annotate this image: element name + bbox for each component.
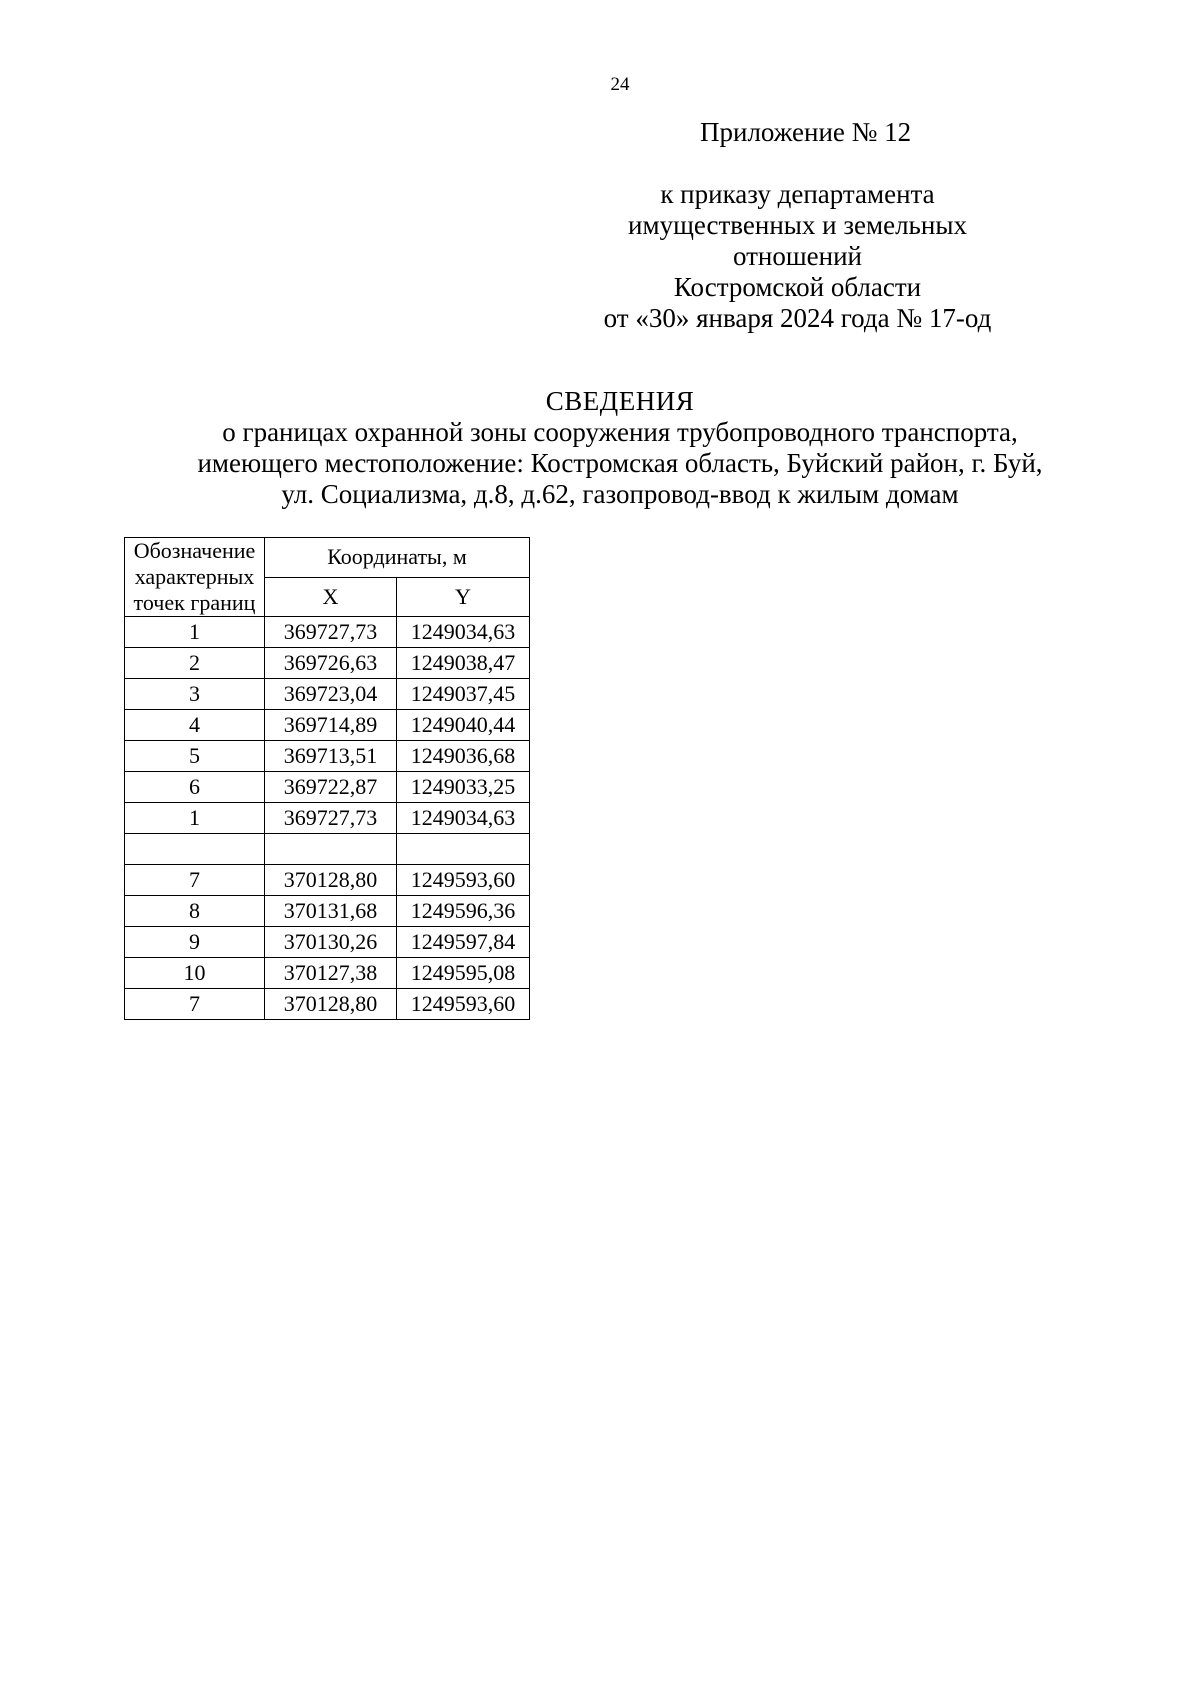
x-coordinate-cell: 369722,87	[265, 772, 397, 803]
x-coordinate-cell	[265, 834, 397, 865]
order-reference	[600, 179, 995, 334]
point-cell: 9	[125, 927, 265, 958]
x-coordinate-cell: 370127,38	[265, 958, 397, 989]
point-column-header	[125, 538, 265, 617]
x-coordinate-cell: 369727,73	[265, 617, 397, 648]
table-row	[125, 648, 530, 679]
point-cell	[125, 834, 265, 865]
point-header-line: Обозначение	[133, 538, 256, 563]
point-cell: 7	[125, 989, 265, 1020]
table-row	[125, 803, 530, 834]
table-row	[125, 989, 530, 1020]
table-row	[125, 741, 530, 772]
y-coordinate-cell: 1249034,63	[397, 617, 530, 648]
heading-line: о границах охранной зоны сооружения трубопроводного транспорта,	[222, 417, 1018, 447]
order-line: Костромской области	[673, 272, 922, 302]
x-column-header: X	[265, 577, 397, 617]
y-column-header: Y	[397, 577, 530, 617]
coordinates-header: Координаты, м	[265, 538, 530, 578]
y-coordinate-cell: 1249593,60	[397, 989, 530, 1020]
table-header-row	[125, 538, 530, 578]
y-coordinate-cell: 1249595,08	[397, 958, 530, 989]
point-cell: 7	[125, 865, 265, 896]
y-coordinate-cell	[397, 834, 530, 865]
heading-line: имеющего местоположение: Костромская область, Буйский район, г. Буй,	[197, 448, 1043, 478]
table-row	[125, 896, 530, 927]
x-coordinate-cell: 369726,63	[265, 648, 397, 679]
point-cell: 3	[125, 679, 265, 710]
order-line: к приказу департамента	[660, 179, 935, 209]
order-line: отношений	[732, 241, 862, 271]
document-heading	[0, 386, 1200, 510]
y-coordinate-cell: 1249034,63	[397, 803, 530, 834]
y-coordinate-cell: 1249596,36	[397, 896, 530, 927]
point-cell: 4	[125, 710, 265, 741]
table-row	[125, 617, 530, 648]
point-header-line: характерных	[134, 564, 255, 589]
point-cell: 8	[125, 896, 265, 927]
table-row	[125, 834, 530, 865]
table-row	[125, 927, 530, 958]
point-cell: 1	[125, 617, 265, 648]
x-coordinate-cell: 369723,04	[265, 679, 397, 710]
x-coordinate-cell: 369727,73	[265, 803, 397, 834]
point-cell: 5	[125, 741, 265, 772]
heading-title: СВЕДЕНИЯ	[545, 386, 695, 416]
x-coordinate-cell: 369714,89	[265, 710, 397, 741]
x-coordinate-cell: 370128,80	[265, 865, 397, 896]
x-coordinate-cell: 369713,51	[265, 741, 397, 772]
order-line: имущественных и земельных	[628, 210, 967, 240]
point-cell: 6	[125, 772, 265, 803]
y-coordinate-cell: 1249597,84	[397, 927, 530, 958]
x-coordinate-cell: 370131,68	[265, 896, 397, 927]
coordinates-table	[124, 537, 530, 1020]
y-coordinate-cell: 1249038,47	[397, 648, 530, 679]
point-cell: 2	[125, 648, 265, 679]
y-coordinate-cell: 1249033,25	[397, 772, 530, 803]
table-row	[125, 958, 530, 989]
table-row	[125, 679, 530, 710]
heading-line: ул. Социализма, д.8, д.62, газопровод-ввод к жилым домам	[281, 479, 959, 509]
order-line: от «30» января 2024 года № 17-од	[603, 303, 992, 333]
table-row	[125, 772, 530, 803]
y-coordinate-cell: 1249036,68	[397, 741, 530, 772]
appendix-title: Приложение № 12	[700, 117, 912, 147]
y-coordinate-cell: 1249040,44	[397, 710, 530, 741]
table-row	[125, 865, 530, 896]
y-coordinate-cell: 1249593,60	[397, 865, 530, 896]
page-number: 24	[610, 74, 630, 95]
y-coordinate-cell: 1249037,45	[397, 679, 530, 710]
x-coordinate-cell: 370128,80	[265, 989, 397, 1020]
point-cell: 1	[125, 803, 265, 834]
x-coordinate-cell: 370130,26	[265, 927, 397, 958]
point-header-line: точек границ	[133, 590, 256, 615]
table-body	[125, 617, 530, 1020]
point-cell: 10	[125, 958, 265, 989]
table-row	[125, 710, 530, 741]
